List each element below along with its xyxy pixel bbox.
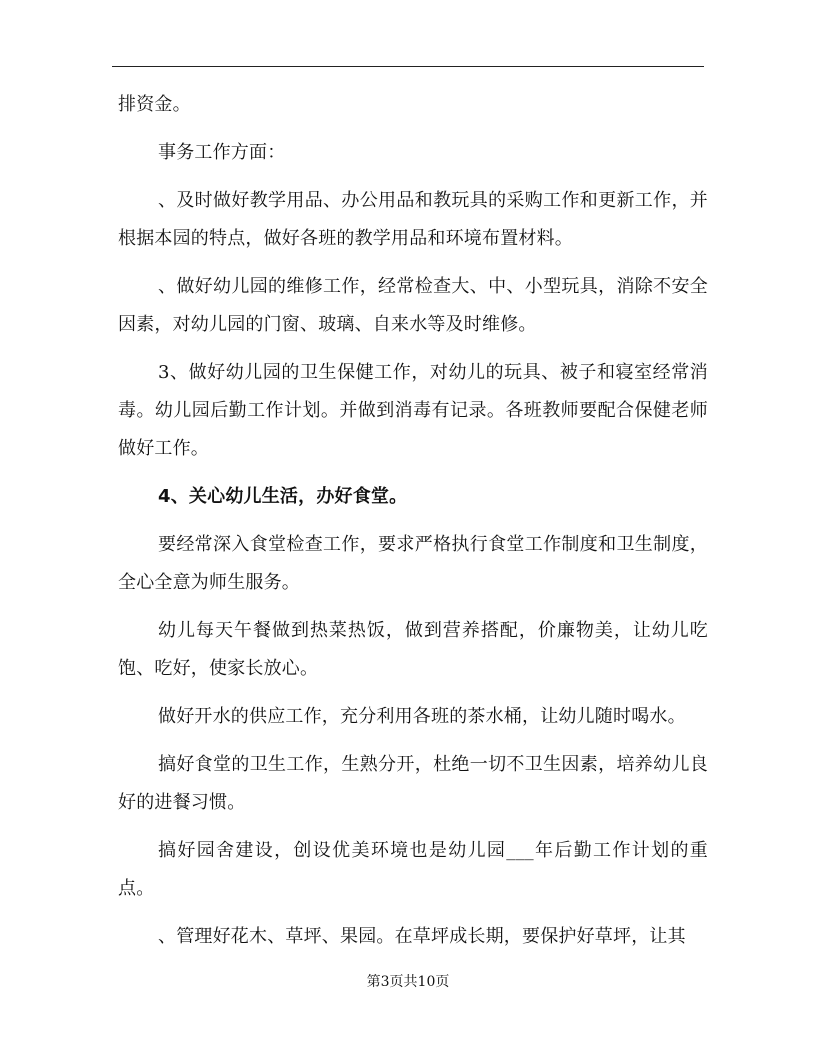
header-divider bbox=[112, 66, 704, 67]
paragraph-purchasing: 、及时做好教学用品、办公用品和教玩具的采购工作和更新工作，并根据本园的特点，做好各班的教学用品和环境布置材料。 bbox=[118, 190, 708, 249]
paragraph-hygiene: 3、做好幼儿园的卫生保健工作，对幼儿的玩具、被子和寝室经常消毒。幼儿园后勤工作计划。并做到消毒有记录。各班教师要配合保健老师做好工作。 bbox=[118, 362, 708, 459]
page-number: 第3页共10页 bbox=[366, 974, 450, 990]
paragraph-section-title: 事务工作方面： bbox=[158, 142, 286, 163]
paragraph-water-supply: 做好开水的供应工作，充分利用各班的茶水桶，让幼儿随时喝水。 bbox=[158, 706, 686, 727]
document-body bbox=[118, 86, 708, 956]
paragraph-canteen-hygiene: 搞好食堂的卫生工作，生熟分开，杜绝一切不卫生因素，培养幼儿良好的进餐习惯。 bbox=[118, 754, 708, 813]
paragraph-canteen-inspection: 要经常深入食堂检查工作，要求严格执行食堂工作制度和卫生制度，全心全意为师生服务。 bbox=[118, 534, 708, 593]
paragraph-gardens: 、管理好花木、草坪、果园。在草坪成长期，要保护好草坪，让其 bbox=[158, 926, 686, 947]
paragraph-campus-building: 搞好园舍建设，创设优美环境也是幼儿园___年后勤工作计划的重点。 bbox=[118, 840, 708, 899]
paragraph-continuation: 排资金。 bbox=[118, 94, 191, 115]
paragraph-maintenance: 、做好幼儿园的维修工作，经常检查大、中、小型玩具，消除不安全因素，对幼儿园的门窗、玻璃、自来水等及时维修。 bbox=[118, 276, 708, 335]
paragraph-lunch: 幼儿每天午餐做到热菜热饭，做到营养搭配，价廉物美，让幼儿吃饱、吃好，使家长放心。 bbox=[118, 620, 708, 679]
paragraph-heading-canteen: 4、关心幼儿生活，办好食堂。 bbox=[158, 486, 408, 507]
